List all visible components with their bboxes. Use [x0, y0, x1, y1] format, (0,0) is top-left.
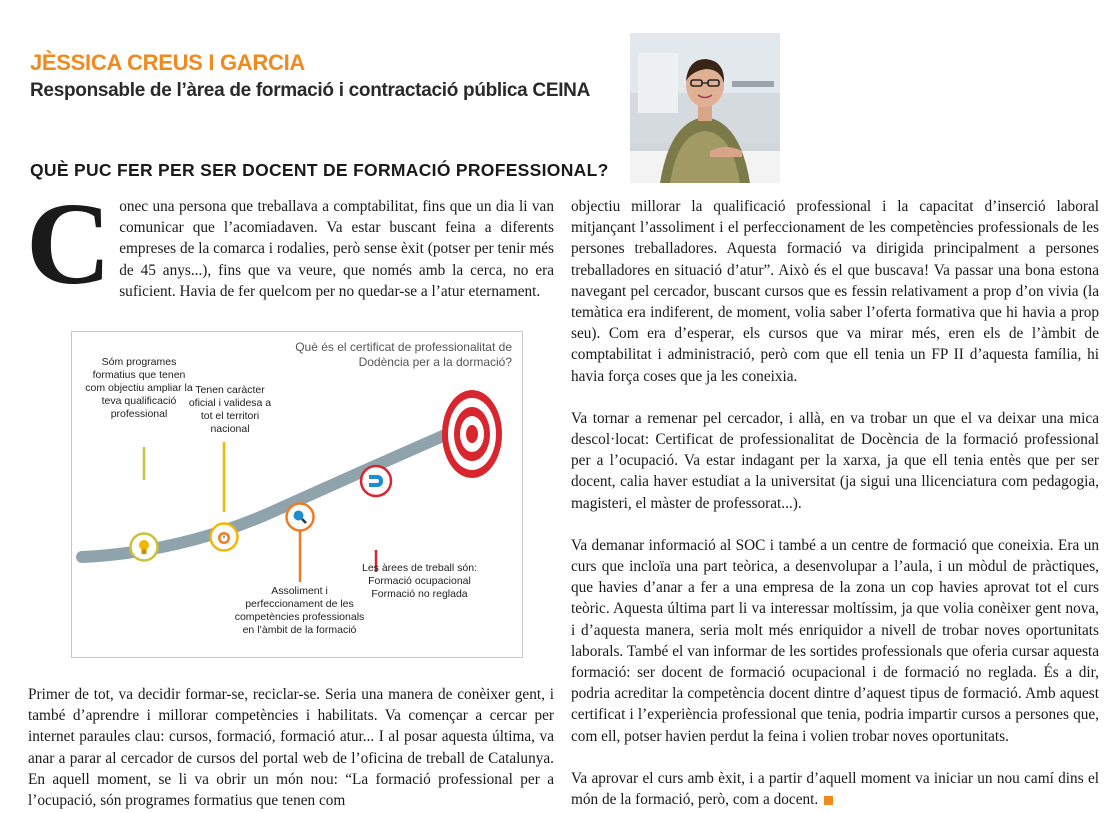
author-role: Responsable de l’àrea de formació i contractació pública CEINA: [30, 80, 591, 101]
infographic-label-areas: Les àrees de treball són: Formació ocupacional Formació no reglada: [362, 562, 477, 600]
right-paragraph-1: objectiu millorar la qualificació professional i la capacitat d’inserció laboral mitjançant l’assoliment i el perfeccionament de les competències professionals de les persones treballadores. Aquesta formació va dirigida principalment a persones treballadores en situació d’atur”. Això és el que buscava! Va passar una bona estona navegant pel cercador, buscant cursos que es fessin relativament a prop d’on vivia (la temàtica era indiferent, de moment, volia saber l’oferta formativa que hi havia a prop seu). Com era d’esperar, els cursos que va mirar més, eren els de l’àmbit de comptabilitat i administració, però com que ell tenia un FP II d’aquesta família, hi havia força coses que ja les coneixia.: [571, 198, 1099, 385]
right-column: [571, 196, 1099, 810]
author-photo: [630, 33, 780, 183]
left-column-intro: [26, 178, 554, 309]
infographic: [71, 331, 523, 658]
lightbulb-icon: [129, 532, 159, 562]
right-paragraph-2: Va tornar a remenar pel cercador, i allà, en va trobar un que el va deixar una mica descol·locat: Certificat de professionalitat de Docència de la formació professional per a l’ocupació. Va estar indagant per la xarxa, ja que ell tenia entès que per ser docent, calia haver estudiat a la universitat (ja sigui una llicenciatura com pedagogia, magisteri, el màster de professorat...).: [571, 409, 1099, 512]
right-paragraph-3: Va demanar informació al SOC i també a un centre de formació que coneixia. Era un curs que incloïa una part teòrica, a desenvolupar a l’aula, i un mòdul de pràctiques, que havies d’anar a fer a una empresa de la zona un cop havies aprovat tot el curs teòric. Aquesta última part li va interessar moltíssim, ja que volia conèixer gent nova, i d’aquesta manera, seria molt més enriquidor a nivell de trobar noves oportunitats laborals. També el van informar de les sortides professionals que oferia cursar aquesta formació: ser docent de formació ocupacional i de formació no reglada. És a dir, podria acreditar la competència docent dintre d’aquest tipus de formació. Amb aquest certificat i l’experiència professional que tenia, podria impartir cursos a persones que, com ell, potser havien perdut la feina i volien trobar noves oportunitats.: [571, 536, 1099, 745]
section-title: QUÈ PUC FER PER SER DOCENT DE FORMACIÓ PROFESSIONAL?: [30, 160, 609, 180]
end-mark: [824, 796, 833, 805]
closing-text: Va aprovar el curs amb èxit, i a partir d’aquell moment va iniciar un nou camí dins el món de la formació, però, com a docent.: [571, 769, 1099, 809]
magnifier-icon: [285, 502, 315, 532]
left-column-bottom: [28, 684, 554, 811]
target-icon: [434, 382, 514, 482]
drop-cap: C: [26, 178, 112, 309]
magnet-icon: [359, 464, 393, 498]
intro-paragraph: onec una persona que treballava a comptabilitat, fins que un dia li van comunicar que l’acomiadaven. Va estar buscant feina a diferents empreses de la comarca i rodalies, però sense èxit (potser per tenir més de 45 anys...), fins que va veure, que només amb la cerca, no era suficient. Havia de fer quelcom per no quedar-se a l’atur eternament.: [119, 198, 554, 300]
infographic-title: Què és el certificat de professionalitat de Dodència per a la dormació?: [295, 340, 512, 369]
infographic-label-competences: Assoliment i perfeccionament de les competències professionals en l’àmbit de la formació: [234, 585, 365, 636]
left-bottom-paragraph: Primer de tot, va decidir formar-se, reciclar-se. Seria una manera de conèixer gent, i també d’aprendre i millorar competències i habilitats. Va començar a cercar per internet paraules clau: cursos, formació, formació atur... I al posar aquesta última, va anar a parar al cercador de cursos del portal web de l’oficina de treball de Catalunya. En aquell moment, se li va obrir un món nou: “La formació professional per a l’ocupació, són programes formatius que tenen com: [28, 686, 554, 810]
right-paragraph-4: [571, 768, 1099, 810]
infographic-label-official: Tenen caràcter oficial i validesa a tot el territori nacional: [188, 384, 272, 435]
alarm-clock-icon: [209, 522, 239, 552]
infographic-label-programs: Sóm programes formatius que tenen com objectiu ampliar la teva qualificació professional: [85, 356, 193, 420]
author-name: JÈSSICA CREUS I GARCIA: [30, 50, 305, 75]
